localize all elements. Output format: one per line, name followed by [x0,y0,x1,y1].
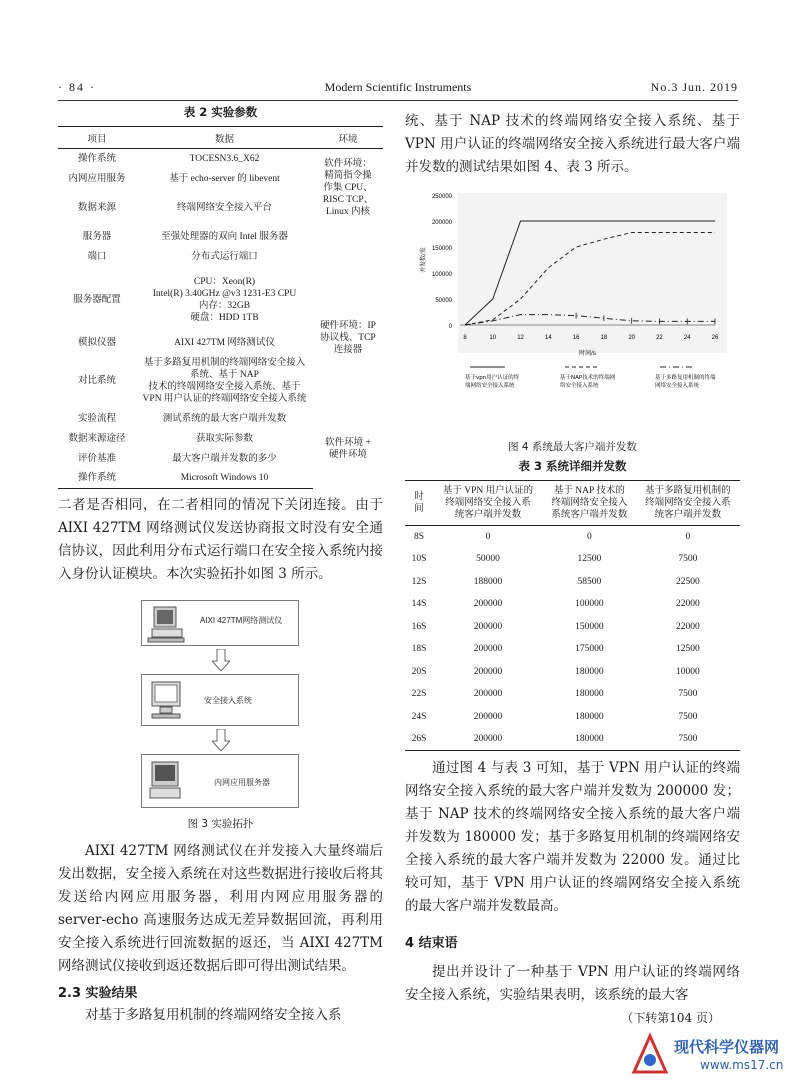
table-cell: 200000 [473,599,503,610]
table-cell: 200000 [433,728,543,751]
table-cell: 内网应用服务 [68,173,126,184]
table2 [58,126,383,489]
table-cell: 最大客户端并发数的多少 [172,453,277,464]
down-arrow-icon [212,729,230,751]
table-row [405,571,740,594]
table-row [58,247,383,267]
table-env-cell [313,247,383,267]
table-cell: 10S [411,554,427,565]
running-header [58,80,738,98]
table-row [405,526,740,549]
table-cell: 26S [405,728,433,751]
table-row [405,683,740,706]
table-cell: TOCESN3.6_X62 [189,153,260,164]
table-cell: 180000 [543,728,636,751]
legend-entry: 基于vpn用户认证的终 [465,375,520,381]
table-cell: 数据来源 [77,202,116,213]
table2-header: 环境 [313,127,383,149]
table-cell: 终端网络安全接入平台 [176,202,272,213]
y-tick-label: 150000 [431,246,452,252]
table-cell: 180000 [575,666,604,677]
logo-icon [630,1032,670,1078]
table-cell: 150000 [575,621,604,632]
table-cell: 200000 [473,666,503,677]
x-tick-label: 12 [517,335,524,341]
table-env-cell: 软件环境： 精简指令操 作集 CPU、 RISC TCP、 Linux 内核 [322,158,374,217]
legend-entry: 基于NAP技术的终端网 [560,375,616,381]
section-heading-4: 4 结束语 [405,936,458,951]
table-cell: 服务器配置 [73,294,121,305]
x-axis-label: 时间/s [579,351,596,357]
table-row [405,661,740,684]
left-column [58,104,383,1027]
left-paragraph-2: AIXI 427TM 网络测试仪在并发接入大量终端后发出数据，安全接入系统在对这些数据进行接收后将其发送给内网应用服务器，利用内网应用服务器的 server-echo 高速服务达成无差异数据回流，再利用安全接入系统进行回流数据的返还，当 AIXI 427TM 网络测试仪接收到返还数据后即可得出测试结果。 [58,843,383,974]
figure3 [58,592,383,840]
y-tick-label: 250000 [431,194,452,200]
table-cell: 操作系统 [77,153,116,164]
table2-header: 数据 [136,127,313,149]
table-cell: AIXI 427TM 网络测试仪 [174,337,275,348]
table3-header: 基于 VPN 用户认证的 终端网络安全接入系 统客户端并发数 [433,481,543,526]
x-tick-label: 22 [656,335,663,341]
table3-header: 基于 NAP 技术的 终端网络安全接入 系统客户端并发数 [543,481,636,526]
left-paragraph-1: 二者是否相同，在二者相同的情况下关闭连接。由于 AIXI 427TM 网络测试仪发送协商报文时没有安全通信协议，因此利用分布式运行端口在安全接入系统内接入身份认证模块。本次实验拓扑如图 3 所示。 [58,497,383,582]
table-cell: 175000 [575,644,604,655]
legend-entry: 络安全接入系统 [560,383,599,389]
table-cell: 12500 [577,554,602,565]
table-cell: 至强处理器的双向 Intel 服务器 [161,231,288,242]
table-cell: 0 [685,532,691,542]
table-cell: 22S [411,689,427,700]
table-cell: 188000 [473,576,503,587]
table-cell: CPU：Xeon(R) Intel(R) 3.40GHz @v3 1231-E3 CPU 内存：32GB 硬盘：HDD 1TB [152,276,297,323]
table-cell: 100000 [575,599,604,610]
fig3-box-tester [141,600,299,646]
down-arrow-icon [212,649,230,671]
logo-url: www.ms17.cn [700,1058,784,1072]
table-cell: 200000 [473,621,503,632]
watermark-logo [630,1030,800,1080]
right-paragraph-0: 统、基于 NAP 技术的终端网络安全接入系统、基于 VPN 用户认证的终端网络安全接入系统进行最大客户端并发数的测试结果如图 4、表 3 所示。 [405,113,740,175]
figure4 [405,187,740,437]
x-tick-label: 14 [544,335,552,341]
section-heading-2-3: 2.3 实验结果 [58,986,138,1001]
table-cell: 获取实际参数 [195,433,253,444]
table-cell: 12S [411,576,427,587]
y-tick-label: 0 [448,324,452,330]
plot-background [458,193,727,353]
legend-entry: 网络安全接入系统 [655,383,700,389]
table-cell: 7500 [678,689,698,700]
page-number: · 84 · [58,80,96,94]
table-cell: 200000 [473,711,503,722]
fig4-caption: 图 4 系统最大客户端并发数 [508,441,637,453]
table-cell: 测试系统的最大客户端并发数 [162,413,287,424]
right-paragraph-5: 提出并设计了一种基于 VPN 用户认证的终端网络安全接入系统，实验结果表明，该系统的最大客 [405,964,740,1003]
table-cell: 16S [411,621,427,632]
left-paragraph-3: 对基于多路复用机制的终端网络安全接入系 [85,1007,342,1023]
table-cell: 58500 [577,576,602,587]
logo-text: 现代科学仪器网 [674,1038,780,1056]
table-env-cell: 软件环境 + 硬件环境 [325,437,371,460]
table-row [405,548,740,571]
table-cell: 基于 echo-server 的 libevent [169,173,280,184]
table-cell: 7500 [636,728,740,751]
table-row [58,267,383,333]
table-cell: 22000 [675,599,700,610]
table3 [405,480,740,751]
legend-entry: 基于多路复用机制的终端 [655,375,716,381]
issue-info: No.3 Jun. 2019 [650,80,738,94]
table-row [58,149,383,169]
table-cell: Microsoft Windows 10 [136,469,313,489]
table-cell: 对比系统 [77,375,116,386]
server-icon [146,760,186,804]
fig3-label-tester: AIXI 427TM网络测试仪 [200,616,283,625]
table-cell: 7500 [678,554,698,565]
table-cell: 实验流程 [77,413,116,424]
table2-header: 项目 [58,127,136,149]
x-tick-label: 8 [463,335,467,341]
table-cell: 200000 [473,644,503,655]
table-cell: 18S [411,644,427,655]
table-cell: 180000 [575,711,604,722]
table-row [58,409,383,429]
fig4-chart [405,187,740,437]
right-column [405,110,740,1026]
table-cell: 分布式运行端口 [191,251,258,262]
monitor-icon [146,680,186,722]
table3-header: 基于多路复用机制的 终端网络安全接入系 统客户端并发数 [636,481,740,526]
table-row [405,616,740,639]
x-tick-label: 16 [572,335,580,341]
table-row [58,227,383,247]
y-tick-label: 200000 [431,220,452,226]
table-cell: 0 [587,532,592,542]
computer-icon [146,605,186,643]
journal-name: Modern Scientific Instruments [324,80,472,94]
x-tick-label: 10 [489,335,497,341]
y-axis-label: 并发数/发 [421,247,427,273]
table-cell: 20S [411,666,427,677]
fig3-label-server: 内网应用服务器 [214,778,270,787]
x-tick-label: 26 [711,335,719,341]
table-cell: 14S [411,599,427,610]
table-cell: 22000 [675,621,700,632]
table-cell: 基于多路复用机制的终端网络安全接入 系统、基于 NAP 技术的终端网络安全接入系统、基于 VPN 用户认证的终端网络安全接入系统 [142,357,307,404]
table-cell: 10000 [675,666,700,677]
table-cell: 50000 [476,554,500,565]
table-cell: 22500 [675,576,700,587]
table-cell: 端口 [87,251,107,262]
fig3-label-access: 安全接入系统 [204,696,252,705]
fig3-caption: 图 3 实验拓扑 [187,818,254,830]
y-tick-label: 50000 [435,298,452,304]
table2-caption: 表 2 实验参数 [183,105,258,119]
continued-note: （下转第104 页） [621,1011,720,1025]
table-cell: 操作系统 [58,469,136,489]
table-row [405,706,740,729]
table-row [405,728,740,751]
table-cell: 0 [485,532,491,542]
x-tick-label: 24 [683,335,691,341]
y-tick-label: 100000 [431,272,452,278]
table-cell: 模拟仪器 [77,337,116,348]
table-cell: 24S [411,711,427,722]
table-cell: 12500 [675,644,700,655]
table-row [405,593,740,616]
table-env-cell: 硬件环境：IP 协议栈、TCP 连接器 [320,320,376,355]
table-cell: 8S [413,532,425,542]
table3-header: 时 间 [405,481,433,526]
table-cell: 200000 [473,689,503,700]
table-cell: 评价基准 [77,453,116,464]
table-cell: 7500 [678,711,698,722]
fig3-box-access [141,674,299,726]
table-row [405,638,740,661]
header-rule [58,100,738,101]
x-tick-label: 18 [600,335,608,341]
right-paragraph-4: 通过图 4 与表 3 可知，基于 VPN 用户认证的终端网络安全接入系统的最大客户端并发数为 200000 发；基于 NAP 技术的终端网络安全接入系统的最大客户端并发数为 180000 发；基于多路复用机制的终端网络安全接入系统的最大客户端并发数为 22000 发。通过比较可知，基于 VPN 用户认证的终端网络安全接入系统的最大客户端并发数最高。 [405,760,740,914]
legend-entry: 端网络安全接入系统 [465,383,515,389]
table-cell: 数据来源途径 [68,433,126,444]
table-cell: 180000 [575,689,604,700]
table-env-cell [313,227,383,247]
table-cell: 服务器 [82,231,112,242]
table3-caption: 表 3 系统详细并发数 [518,459,627,473]
fig3-box-server [141,754,299,808]
x-tick-label: 20 [628,335,636,341]
